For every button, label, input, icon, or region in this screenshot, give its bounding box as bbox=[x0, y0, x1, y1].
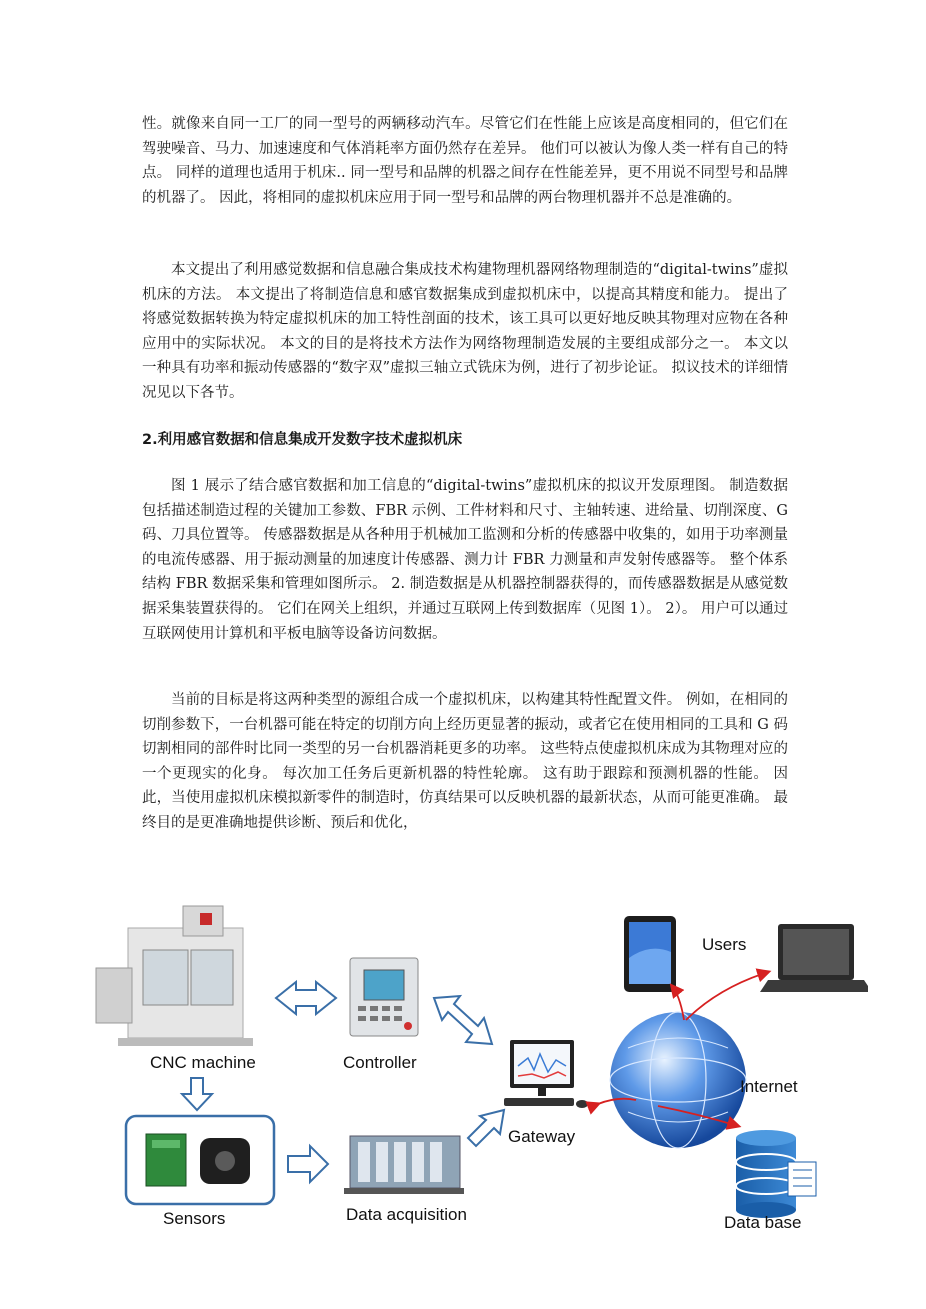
controller-gateway-arrow bbox=[434, 996, 492, 1044]
paragraph-3: 图 1 展示了结合感官数据和加工信息的“digital-twins”虚拟机床的拟议开发原理图。 制造数据包括描述制造过程的关键加工参数、FBR 示例、工件材料和尺寸、主轴转速、进给量、切削深度、G 码、刀具位置等。 传感器数据是从各种用于机械加工监测和分析的传感器中收集的，如用于功率测量的电流传感器、用于振动测量的加速度计传感器、测力计 FBR 力测量和声发射传感器等。 整个体系结构 FBR 数据采集和管理如图所示。 2. 制造数据是从机器控制器获得的，而传感器数据是从感觉数据采集装置获得的。 它们在网关上组织，并通过互联网上传到数据库（见图 1）。 2）。 用户可以通过互联网使用计算机和平板电脑等设备访问数据。 bbox=[142, 478, 788, 642]
internet-globe-icon bbox=[610, 1012, 746, 1148]
paragraph-1: 性。就像来自同一工厂的同一型号的两辆移动汽车。尽管它们在性能上应该是高度相同的，但它们在驾驶噪音、马力、加速速度和气体消耗率方面仍然存在差异。 他们可以被认为像人类一样有自己的特点。 同样的道理也适用于机床.. 同一型号和品牌的机器之间存在性能差异，更不用说不同型号和品牌的机器了。 因此，将相同的虚拟机床应用于同一型号和品牌的两台物理机器并不总是准确的。 bbox=[142, 116, 788, 206]
controller-image bbox=[350, 958, 418, 1036]
users-label: Users bbox=[702, 935, 747, 954]
database-label: Data base bbox=[724, 1213, 802, 1232]
architecture-figure bbox=[88, 888, 868, 1238]
data-acquisition-label: Data acquisition bbox=[346, 1205, 467, 1224]
paragraph-4: 当前的目标是将这两种类型的源组合成一个虚拟机床，以构建其特性配置文件。 例如，在相同的切削参数下，一台机器可能在特定的切削方向上经历更显著的振动，或者它在使用相同的工具和 G 码切割相同的部件时比同一类型的另一台机器消耗更多的功率。 这些特点使虚拟机床成为其物理对应的一个更现实的化身。 每次加工任务后更新机器的特性轮廓。 这有助于跟踪和预测机器的性能。 因此，当使用虚拟机床模拟新零件的制造时，仿真结果可以反映机器的最新状态，从而可能更准确。 最终目的是更准确地提供诊断、预后和优化， bbox=[142, 692, 788, 831]
sensors-label: Sensors bbox=[163, 1209, 226, 1228]
cnc-controller-arrow bbox=[276, 982, 336, 1014]
laptop-icon bbox=[760, 924, 868, 992]
cnc-machine-image bbox=[96, 906, 253, 1046]
sensors-daq-arrow bbox=[288, 1146, 328, 1182]
data-acquisition-image bbox=[344, 1136, 464, 1194]
controller-label: Controller bbox=[343, 1053, 417, 1072]
cnc-machine-label: CNC machine bbox=[150, 1053, 256, 1072]
section-heading: 2.利用感官数据和信息集成开发数字技术虚拟机床 bbox=[142, 432, 463, 448]
gateway-computer-image bbox=[504, 1040, 588, 1108]
tablet-icon bbox=[624, 916, 676, 992]
gateway-label: Gateway bbox=[508, 1127, 576, 1146]
internet-laptop-arrow bbox=[686, 972, 768, 1020]
database-icon bbox=[736, 1130, 816, 1218]
daq-gateway-arrow bbox=[468, 1110, 504, 1146]
paragraph-2: 本文提出了利用感觉数据和信息融合集成技术构建物理机器网络物理制造的“digital-twins”虚拟机床的方法。 本文提出了将制造信息和感官数据集成到虚拟机床中，以提高其精度和能力。 提出了将感觉数据转换为特定虚拟机床的加工特性剖面的技术，该工具可以更好地反映其物理对应物在各种应用中的实际状况。 本文的目的是将技术方法作为网络物理制造发展的主要组成部分之一。 本文以一种具有功率和振动传感器的“数字双”虚拟三轴立式铣床为例，进行了初步论证。 拟议技术的详细情况见以下各节。 bbox=[142, 262, 788, 401]
internet-label: Internet bbox=[740, 1077, 798, 1096]
cnc-sensors-arrow bbox=[182, 1078, 212, 1110]
